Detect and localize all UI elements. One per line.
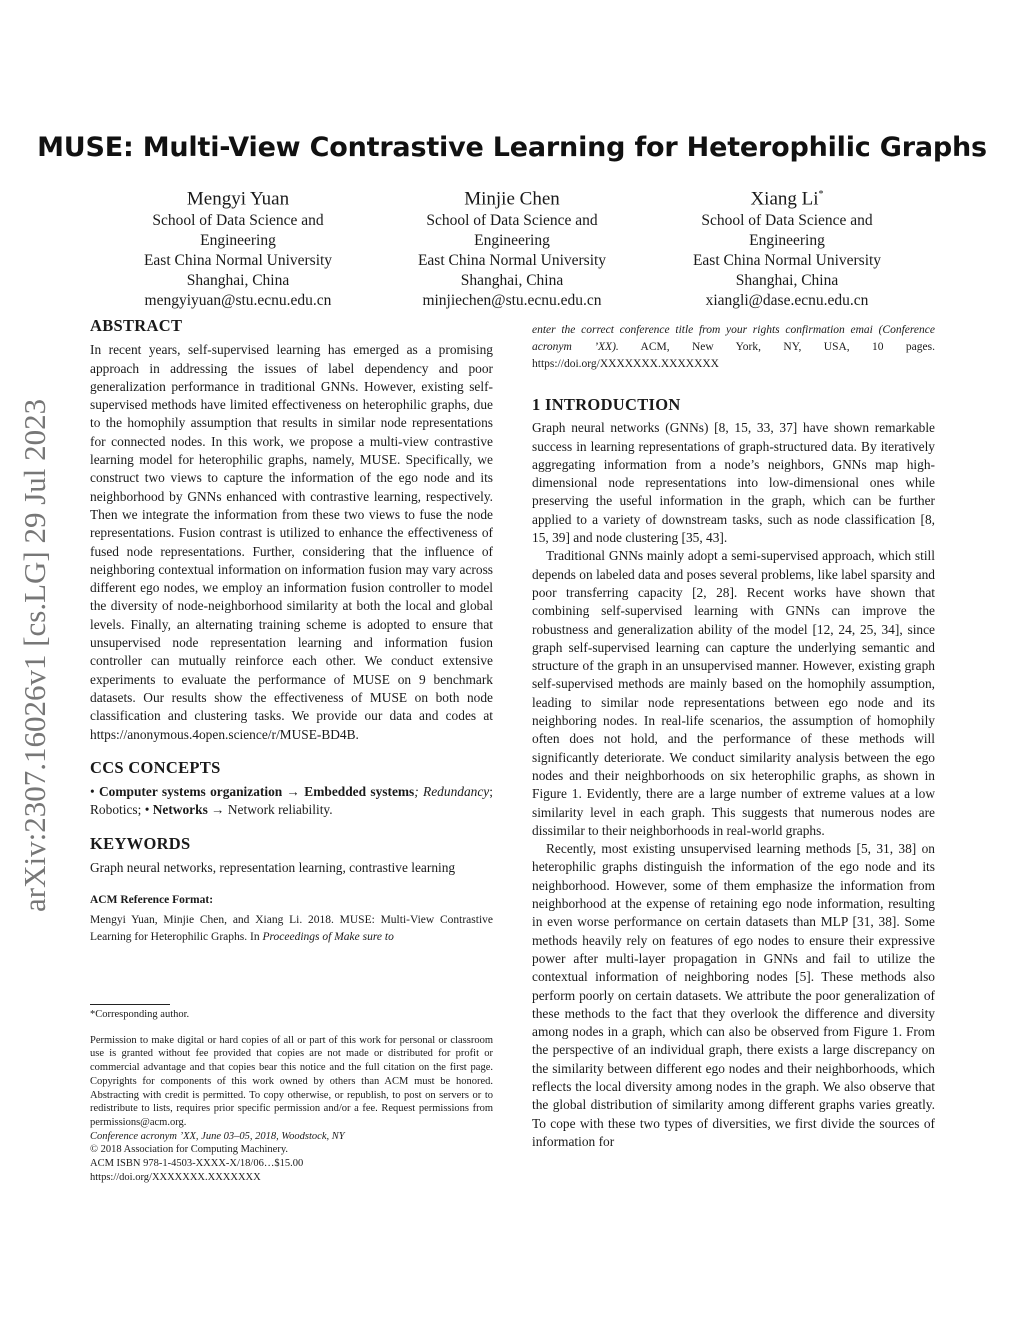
author-affiliation: School of Data Science and [426, 212, 598, 230]
ccs-term: Computer systems organization [99, 784, 283, 800]
intro-heading: 1 INTRODUCTION [532, 395, 681, 414]
author-university: East China Normal University [143, 252, 333, 270]
author-email[interactable]: mengyiyuan@stu.ecnu.edu.cn [144, 292, 332, 310]
ccs-heading: CCS CONCEPTS [90, 757, 221, 777]
corresponding-author-note: *Corresponding author. [90, 1009, 190, 1020]
ccs-term: Embedded systems [304, 784, 415, 800]
intro-paragraph-3: Recently, most existing unsupervised learning methods [5, 31, 38] on heterophilic graphs distinguish the information of the ego node and its neighborhood. However, some of them emphasize the information from neighborhood at the expense of retaining ego node information, resulting in even worse performance on certain datasets than MLP [31, 38]. Some methods heavily rely on features of ego nodes to ensure their expressive power after multi-layer propagation in GNNs and fail to utilize the contextual information of neighboring nodes [5]. These methods also perform poorly on certain datasets. We attribute the poor generalization of these methods to the fact that they overlook the difference and diversity among nodes in a graph, which can also be observed from Figure 1. From the perspective of an individual graph, there exists a large discrepancy on the similarity between different ego nodes and their neighborhoods, which reflects the local diversity among nodes in the graph. We also observe that the global distribution of similarity among different graphs varies greatly. To cope with these two types of diversities, we first divide the sources of information for [532, 841, 935, 1149]
author-mark: * [818, 189, 824, 200]
footnote-rule [90, 1004, 170, 1005]
keywords-heading: KEYWORDS [90, 833, 191, 853]
acm-ref-authors: Mengyi Yuan, Minjie Chen, and Xiang Li. 2018. MUSE: Multi-View Contrastive Learning for Heterophilic Graphs. In [90, 913, 493, 943]
permission-notice: Permission to make digital or hard copies of all or part of this work for personal or classroom use is granted without fee provided that copies are not made or distributed for profit or commercial advantage and that copies bear this notice and the full citation on the first page. Copyrights for components of this work owned by others than ACM must be honored. Abstracting with credit is permitted. To copy otherwise, or republish, to post on servers or to redistribute to lists, requires prior specific permission and/or a fee. Request permissions from permissions@acm.org. [90, 1034, 493, 1128]
author-affiliation: School of Data Science and [701, 212, 873, 230]
acm-ref-heading: ACM Reference Format: [90, 894, 214, 907]
author-university: East China Normal University [692, 252, 882, 270]
paper-title: MUSE: Multi-View Contrastive Learning for Heterophilic Graphs [37, 132, 987, 163]
intro-paragraph-1: Graph neural networks (GNNs) [8, 15, 33, 37] have shown remarkable success in learning representations of graph-structured data. By iteratively aggregating information from a node’s neighbors, GNNs map high-dimensional node representations into low-dimensional ones while preserving the useful information in the graph, which can be further applied to a variety of downstream tasks, such as node classification [8, 15, 39] and node clustering [35, 43]. [532, 420, 935, 546]
ccs-term: Networks [152, 802, 208, 818]
acm-ref-text [90, 912, 493, 946]
keywords-text: Graph neural networks, representation learning, contrastive learning [90, 860, 456, 876]
author-affiliation: School of Data Science and [152, 212, 324, 230]
right-column [532, 322, 935, 1151]
author-city: Shanghai, China [186, 272, 290, 290]
author-name: Xiang Li [750, 188, 819, 210]
author-name: Mengyi Yuan [186, 188, 290, 210]
left-column [90, 317, 493, 946]
ccs-arrow: → [282, 784, 305, 800]
author-email[interactable]: minjiechen@stu.ecnu.edu.cn [422, 292, 602, 310]
acm-ref-continued [532, 322, 935, 373]
author-name: Minjie Chen [464, 188, 560, 210]
ccs-bullet: • [90, 784, 100, 800]
conference-info: Conference acronym ’XX, June 03–05, 2018, Woodstock, NY [90, 1130, 345, 1142]
acm-ref-publisher: ACM, New York, NY, USA, 10 pages. https://doi.org/XXXXXXX.XXXXXXX [532, 341, 935, 370]
ccs-term: ; Redundancy [414, 784, 490, 800]
author-email[interactable]: xiangli@dase.ecnu.edu.cn [705, 292, 869, 310]
doi-link[interactable]: https://doi.org/XXXXXXX.XXXXXXX [90, 1171, 261, 1183]
author-city: Shanghai, China [735, 272, 839, 290]
author-city: Shanghai, China [460, 272, 564, 290]
abstract-heading: ABSTRACT [90, 316, 183, 335]
author-affiliation: Engineering [474, 232, 550, 250]
ccs-concepts [90, 783, 493, 820]
author-university: East China Normal University [417, 252, 607, 270]
isbn-info: ACM ISBN 978-1-4503-XXXX-X/18/06…$15.00 [90, 1158, 304, 1170]
arxiv-identifier[interactable]: arXiv:2307.16026v1 [cs.LG] 29 Jul 2023 [17, 398, 52, 912]
footnote-block [90, 1008, 493, 1184]
acm-ref-proceedings: Proceedings of Make sure to [262, 930, 394, 943]
author-block-1 [108, 183, 368, 311]
author-block-3 [657, 183, 917, 311]
author-affiliation: Engineering [749, 232, 825, 250]
acm-ref-conference: enter the correct conference title from your rights confirmation emai (Conference acronym ’XX). [532, 324, 935, 353]
copyright-notice: © 2018 Association for Computing Machinery. [90, 1144, 289, 1156]
author-block-2 [382, 183, 642, 311]
ccs-term: → Network reliability. [207, 802, 333, 818]
intro-paragraph-2: Traditional GNNs mainly adopt a semi-supervised approach, which still depends on labeled data and poses several problems, like label sparsity and poor transferring capacity [2, 28]. Recent works have shown that combining self-supervised learning with GNNs can improve the robustness and generalization ability of the model [12, 24, 25, 34], since graph self-supervised learning can capture the underlying semantic and structure of the graph in an unsupervised manner. However, existing graph self-supervised methods are mainly based on the homophily assumption, leading to similar node representations between ego node and its neighboring nodes. In real-life scenarios, the assumption of homophily often does not hold, and the performance of these methods will significantly deteriorate. We conduct similarity analysis between the ego nodes and their neighborhoods on six heterophilic graphs, as shown in Figure 1. Evidently, there are a large number of extreme values at a low similarity level in each graph. This suggests that numerous nodes are dissimilar to their neighborhoods in real-world graphs. [532, 548, 935, 838]
ccs-term: ; Robotics; [90, 784, 493, 818]
author-affiliation: Engineering [200, 232, 276, 250]
ccs-bullet: • [144, 802, 153, 818]
abstract-text: In recent years, self-supervised learning has emerged as a promising approach in addressing the issues of label dependency and poor generalization performance in traditional GNNs. However, existing self-supervised methods have limited effectiveness on heterophilic graphs, due to the homophily assumption that results in similar node representations for connected nodes. In this work, we propose a multi-view contrastive learning model for heterophilic graphs, namely, MUSE. Specifically, we construct two views to capture the information of the ego node and its neighborhood by GNNs enhanced with contrastive learning, respectively. Then we integrate the information from these two views to fuse the node representations. Fusion contrast is utilized to enhance the effectiveness of fused node representations. Further, considering that the influence of neighboring contextual information on information fusion may vary across different ego nodes, we employ an information fusion controller to model the diversity of node-neighborhood similarity at both the local and global levels. Finally, an alternating training scheme is adopted to ensure that unsupervised node representation learning and information fusion controller can mutually reinforce each other. We conduct extensive experiments to evaluate the performance of MUSE on 9 benchmark datasets. Our results show the effectiveness of MUSE on both node classification and clustering tasks. We provide our data and codes at https://anonymous.4open.science/r/MUSE-BD4B. [90, 342, 493, 742]
